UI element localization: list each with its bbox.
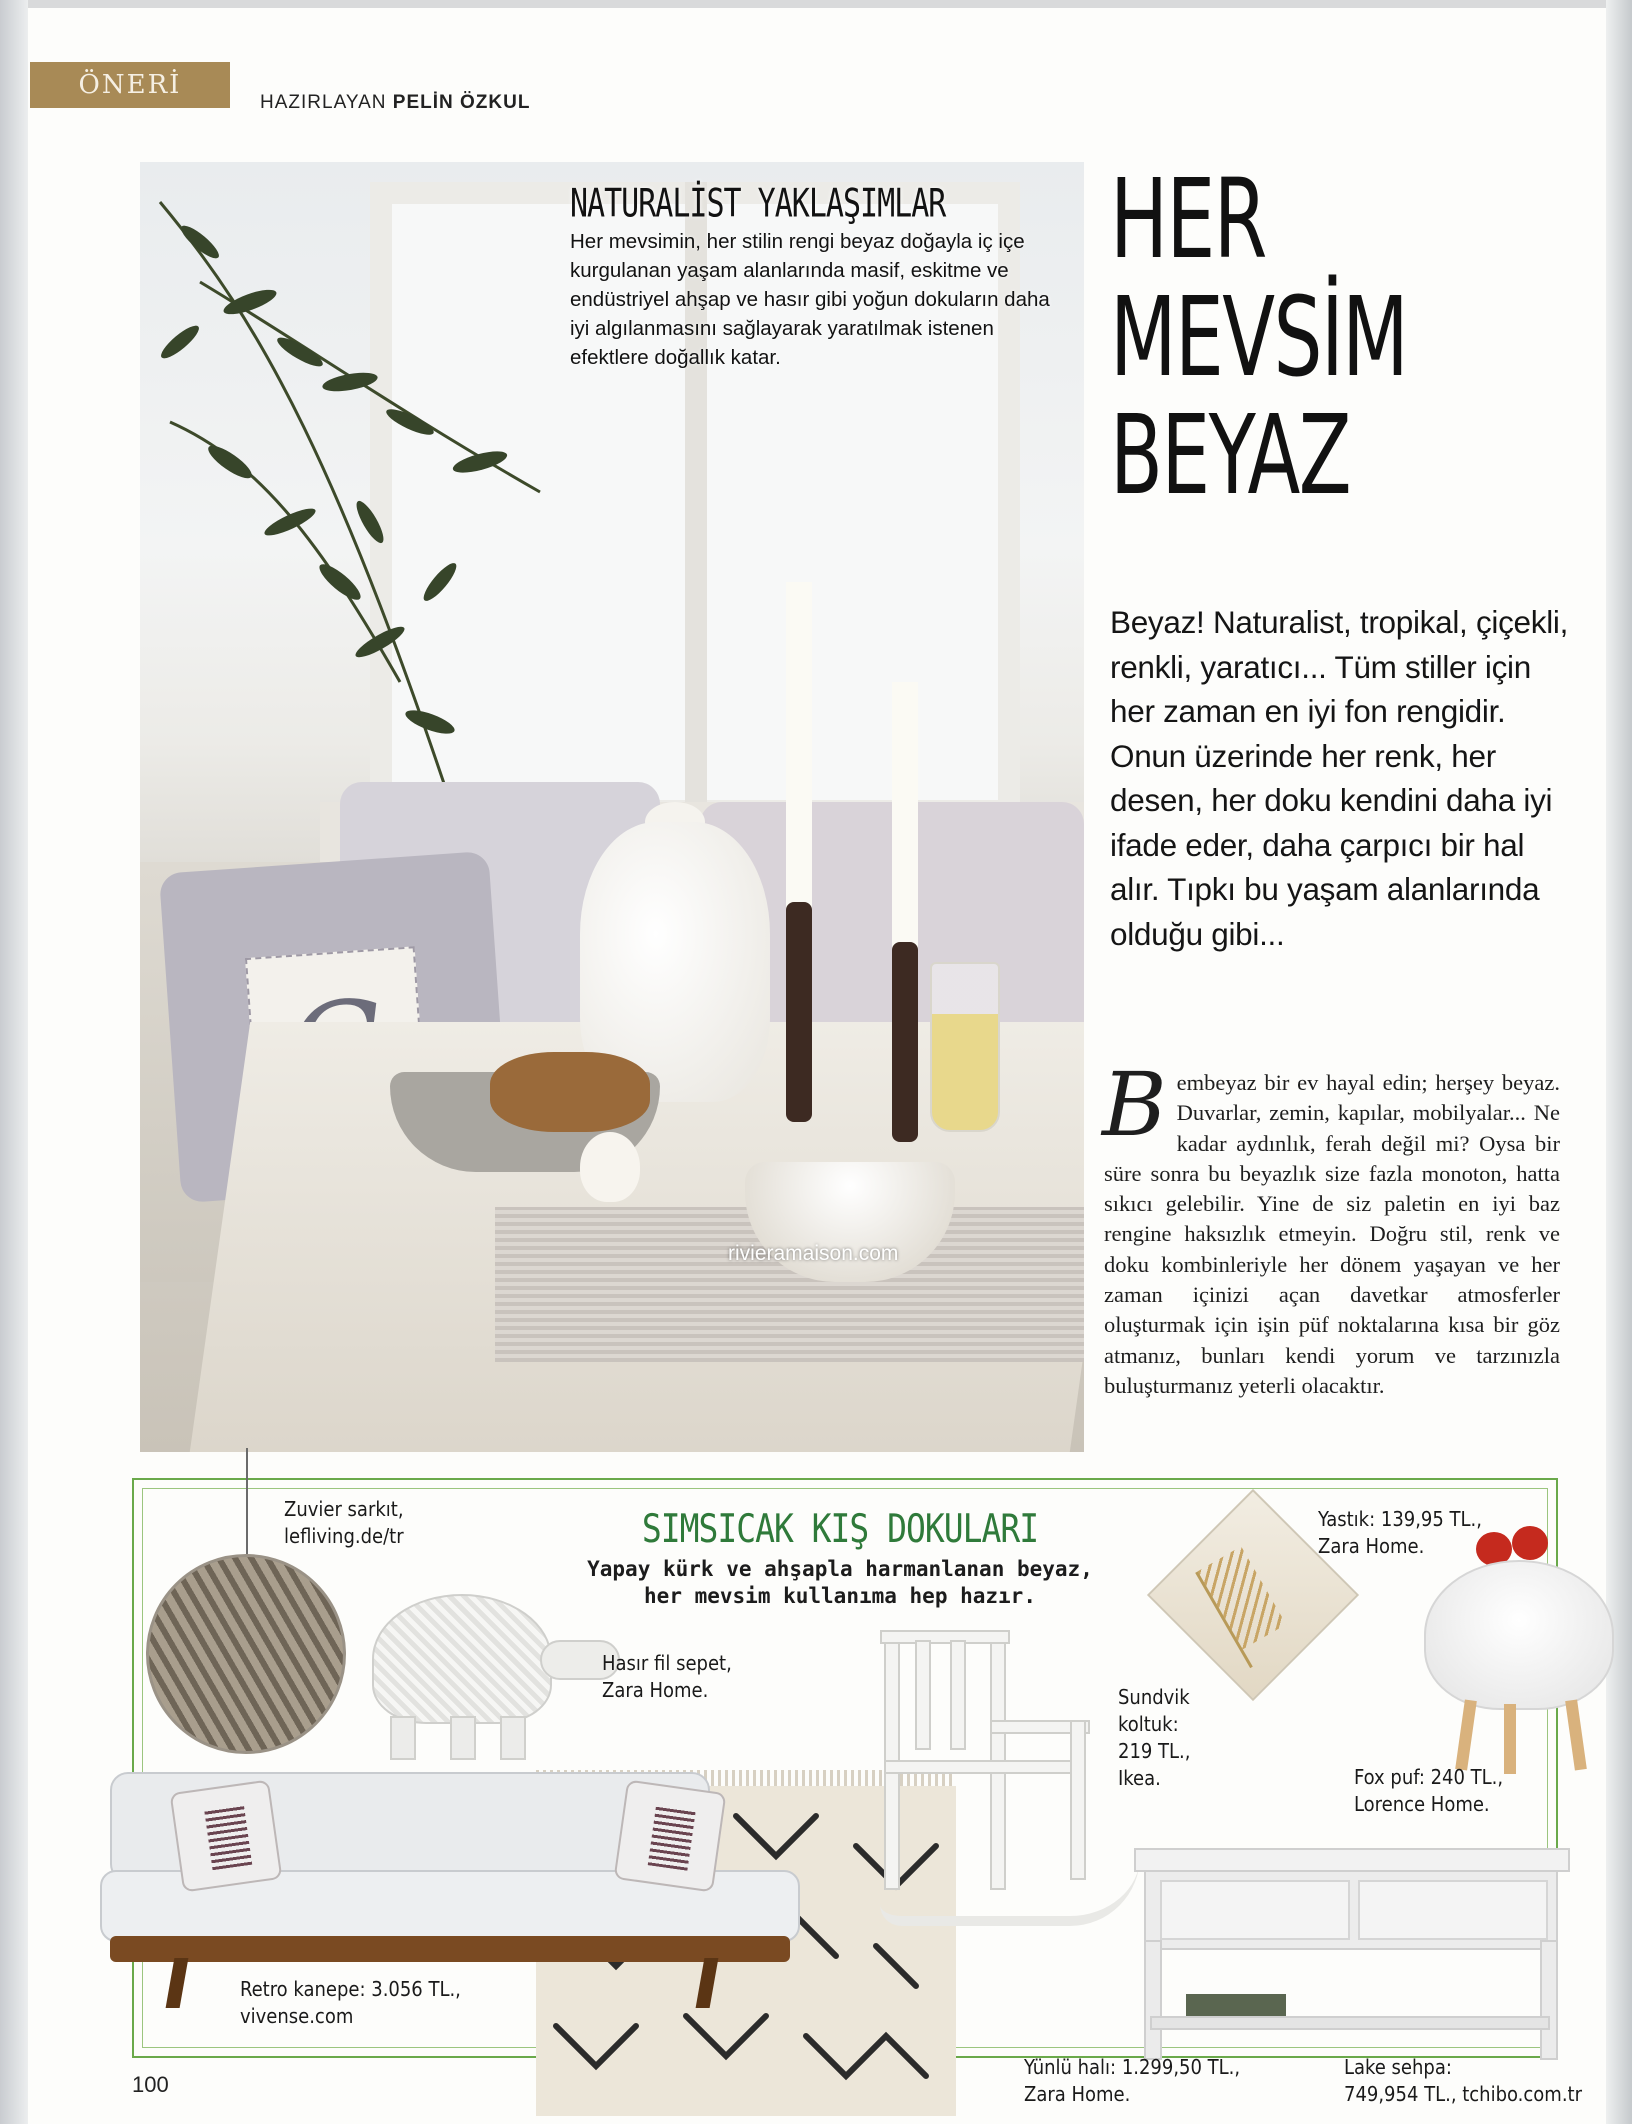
candle-2 [892,682,918,952]
chair-rocker [880,1856,1140,1926]
label-rug [1024,2054,1240,2108]
candle-1 [786,582,812,912]
label-table [1344,2054,1582,2108]
elephant-leg [500,1716,526,1760]
label-lamp-line-2: lefliving.de/tr [284,1524,404,1548]
chair-seat [884,1760,1084,1774]
chair-rail [880,1630,1010,1644]
coffee-table-top [1134,1848,1570,1872]
coffee-table-drawer [1160,1880,1350,1940]
board-title: SIMSICAK KIŞ DOKULARI [641,1505,1039,1552]
caption-text: Her mevsimin, her stilin rengi beyaz doğayla iç içe kurgulanan yaşam alanlarında masif, eskitme ve endüstriyel ahşap ve hasır gibi yoğun dokuların daha iyi algılanmasını sağlayarak yaratılmak istenen efektlere doğallık katar. [570,230,1050,369]
label-chair-line-3: 219 TL., [1118,1739,1191,1763]
board-subtitle-line-2: her mevsim kullanıma hep hazır. [644,1584,1036,1608]
elephant-leg [390,1716,416,1760]
page-edge-right [1606,0,1632,2124]
caption-title: NATURALİST YAKLAŞIMLAR [570,181,946,227]
label-pouf-line-2: Lorence Home. [1354,1792,1490,1816]
headline-line-3: BEYAZ [1110,391,1351,519]
sofa-pillow-right [614,1780,727,1893]
label-sofa-line-2: vivense.com [240,2004,354,2028]
lamp-cord [246,1448,248,1558]
label-cushion-line-2: Zara Home. [1318,1534,1425,1558]
sofa-pillow-left [170,1780,283,1893]
label-lamp [284,1496,404,1550]
byline [260,92,530,114]
label-basket-line-1: Hasır fil sepet, [602,1651,732,1675]
elephant-basket [372,1594,552,1724]
headline-line-2: MEVSİM [1110,273,1408,401]
label-cushion [1318,1506,1482,1560]
section-tag: ÖNERİ [30,62,230,108]
byline-prefix: HAZIRLAYAN [260,92,387,113]
coffee-table-leg [1144,1940,1162,2060]
label-pouf [1354,1764,1503,1818]
coffee-table-drawer [1358,1880,1548,1940]
pomegranate [1512,1526,1548,1560]
egg [580,1132,640,1202]
chair-slat [915,1640,931,1750]
pendant-lamp [146,1554,346,1754]
bread-loaf [490,1052,650,1132]
page-edge-left [0,0,28,2124]
label-table-line-1: Lake sehpa: [1344,2055,1452,2079]
headline-line-1: HER [1110,155,1266,283]
champagne-glass [930,962,1000,1132]
photo-credit: rivieramaison.com [728,1242,899,1265]
candlestick-1 [786,902,812,1122]
sofa-base [110,1936,790,1962]
body-text [1102,1053,1560,1401]
label-chair-line-2: koltuk: [1118,1712,1179,1736]
label-chair-line-4: Ikea. [1118,1766,1161,1790]
pouf-leg [1504,1704,1516,1774]
olive-branch-illustration [140,162,560,862]
board-subtitle [560,1556,1120,1610]
label-rug-line-2: Zara Home. [1024,2082,1131,2106]
hero-caption [570,181,1050,372]
page-edge-top [0,0,1632,8]
label-basket [602,1650,732,1704]
candlestick-2 [892,942,918,1142]
label-basket-line-2: Zara Home. [602,1678,709,1702]
byline-author: PELİN ÖZKUL [392,92,531,113]
label-rug-line-1: Yünlü halı: 1.299,50 TL., [1024,2055,1241,2079]
label-table-line-2: 749,954 TL., tchibo.com.tr [1344,2082,1582,2106]
label-cushion-line-1: Yastık: 139,95 TL., [1318,1507,1482,1531]
coffee-table-shelf [1150,2016,1550,2030]
lead-paragraph: Beyaz! Naturalist, tropikal, çiçekli, renkli, yaratıcı... Tüm stiller için her zaman en iyi fon rengidir. Onun üzerinde her renk, her desen, her doku kendini daha iyi ifade eder, daha çarpıcı bir hal alır. Tıpkı bu yaşam alanlarında olduğu gibi... [1110,604,1569,952]
books [1186,1994,1286,2016]
label-sofa-line-1: Retro kanepe: 3.056 TL., [240,1977,461,2001]
body-paragraph: embeyaz bir ev hayal edin; herşey beyaz. Duvarlar, zemin, kapılar, mobilyalar... Ne kadar aydınlık, ferah değil mi? Oysa bir süre sonra bu beyazlık size fazla monoton, hatta sıkıcı gelebilir. Yine de siz paletin en iyi baz rengine haksızlık etmeyin. Doğru stil, renk ve doku kombinleriyle her dönem yaşayan ve her zaman içinizi açan davetkar atmosferler oluşturmak için işin püf noktalarına kısa bir göz atmanız, bunları kendi yorum ve tarzınızla buluşturmanız yeterli olacaktır. [1104,1070,1560,1398]
board-subtitle-line-1: Yapay kürk ve ahşapla harmanlanan beyaz, [587,1557,1093,1581]
label-chair-line-1: Sundvik [1118,1685,1190,1709]
label-pouf-line-1: Fox puf: 240 TL., [1354,1765,1504,1789]
drop-cap: B [1102,1053,1167,1156]
chair-slat [950,1640,966,1750]
fur-pouf [1424,1560,1614,1710]
pouf-leg [1565,1700,1587,1771]
coffee-table-leg [1540,1940,1558,2060]
label-sofa [240,1976,461,2030]
label-chair [1118,1684,1190,1792]
label-lamp-line-1: Zuvier sarkıt, [284,1497,404,1521]
page-number: 100 [132,2072,169,2097]
elephant-leg [450,1716,476,1760]
headline [1110,155,1469,519]
